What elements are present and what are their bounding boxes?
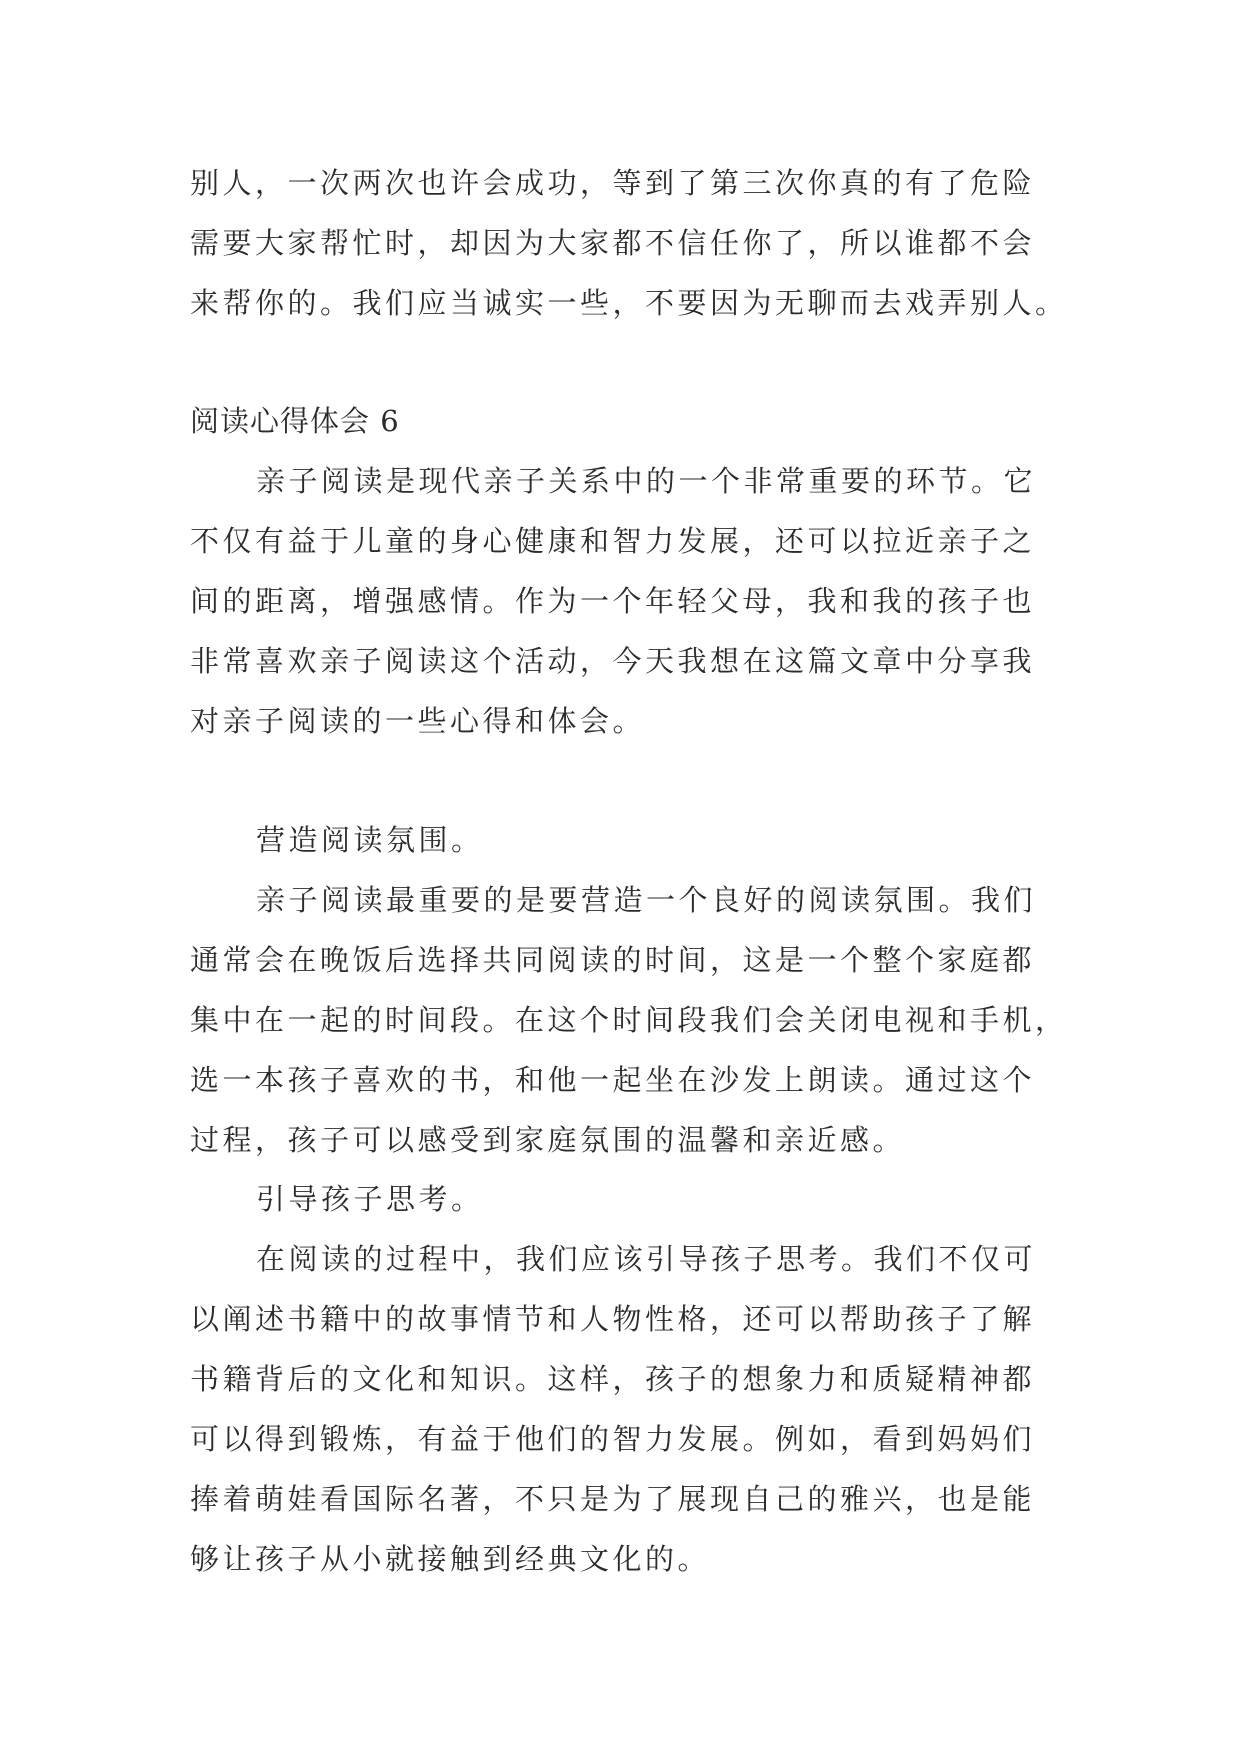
paragraph-line: 选一本孩子喜欢的书，和他一起坐在沙发上朗读。通过这个 <box>190 1063 1036 1097</box>
paragraph-line: 集中在一起的时间段。在这个时间段我们会关闭电视和手机， <box>190 1003 1068 1037</box>
intro-line: 需要大家帮忙时，却因为大家都不信任你了，所以谁都不会 <box>190 226 1036 260</box>
paragraph-line: 亲子阅读最重要的是要营造一个良好的阅读氛围。我们 <box>256 883 1037 917</box>
subheading: 营造阅读氛围。 <box>256 823 484 857</box>
intro-line: 来帮你的。我们应当诚实一些，不要因为无聊而去戏弄别人。 <box>190 286 1068 320</box>
paragraph-line: 书籍背后的文化和知识。这样，孩子的想象力和质疑精神都 <box>190 1362 1036 1396</box>
paragraph-line: 通常会在晚饭后选择共同阅读的时间，这是一个整个家庭都 <box>190 943 1036 977</box>
paragraph-line: 过程，孩子可以感受到家庭氛围的温馨和亲近感。 <box>190 1123 906 1157</box>
paragraph-line: 在阅读的过程中，我们应该引导孩子思考。我们不仅可 <box>256 1242 1037 1276</box>
section-title: 阅读心得体会 6 <box>190 404 400 438</box>
paragraph-line: 不仅有益于儿童的身心健康和智力发展，还可以拉近亲子之 <box>190 524 1036 558</box>
intro-line: 别人，一次两次也许会成功，等到了第三次你真的有了危险 <box>190 166 1036 200</box>
paragraph-line: 够让孩子从小就接触到经典文化的。 <box>190 1542 711 1576</box>
paragraph-line: 对亲子阅读的一些心得和体会。 <box>190 704 646 738</box>
subheading: 引导孩子思考。 <box>256 1182 484 1216</box>
paragraph-line: 亲子阅读是现代亲子关系中的一个非常重要的环节。它 <box>256 464 1037 498</box>
paragraph-line: 可以得到锻炼，有益于他们的智力发展。例如，看到妈妈们 <box>190 1422 1036 1456</box>
paragraph-line: 捧着萌娃看国际名著，不只是为了展现自己的雅兴，也是能 <box>190 1482 1036 1516</box>
paragraph-line: 以阐述书籍中的故事情节和人物性格，还可以帮助孩子了解 <box>190 1302 1036 1336</box>
paragraph-line: 非常喜欢亲子阅读这个活动，今天我想在这篇文章中分享我 <box>190 644 1036 678</box>
paragraph-line: 间的距离，增强感情。作为一个年轻父母，我和我的孩子也 <box>190 584 1036 618</box>
